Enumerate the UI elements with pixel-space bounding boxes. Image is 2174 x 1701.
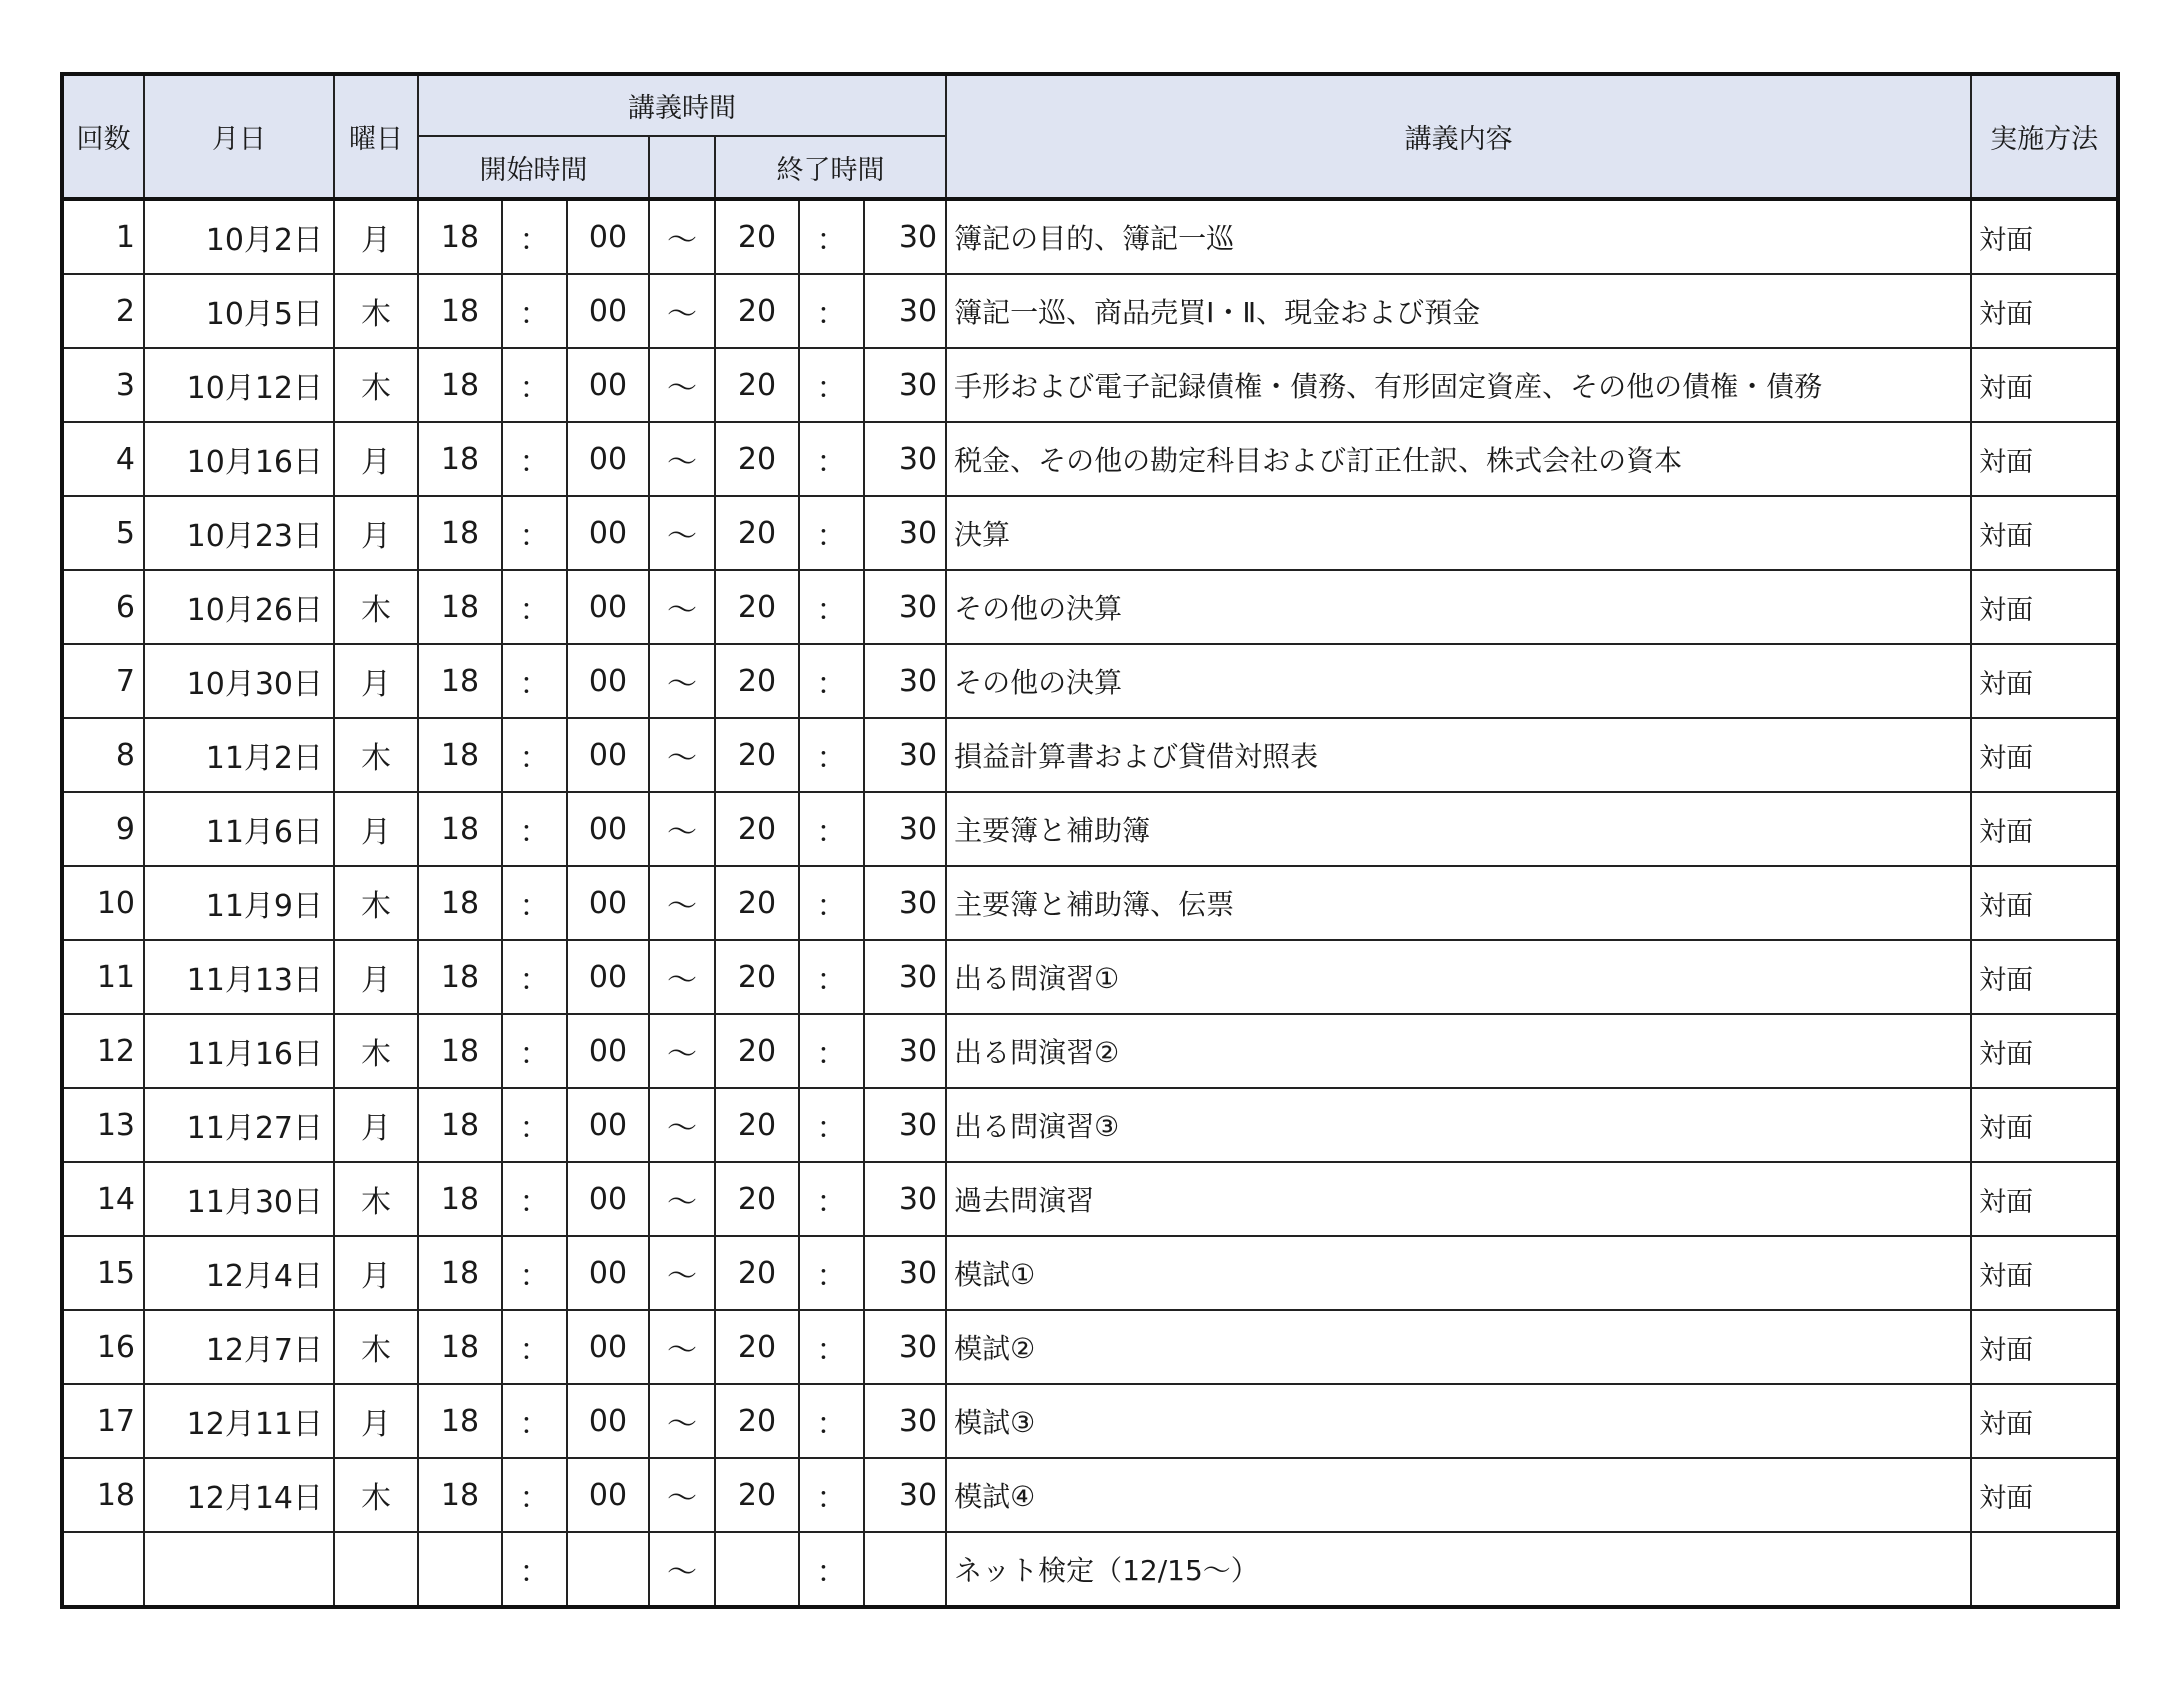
header-lecture-time: 講義時間 (418, 74, 946, 136)
cell-end-minute: 30 (864, 866, 946, 940)
cell-start-hour: 18 (418, 348, 502, 422)
cell-count: 16 (62, 1310, 144, 1384)
cell-end-hour: 20 (715, 792, 799, 866)
cell-end-minute: 30 (864, 199, 946, 274)
cell-weekday: 木 (334, 1162, 418, 1236)
table-row (62, 940, 2118, 1014)
cell-content: その他の決算 (946, 644, 1971, 718)
cell-start-minute: 00 (567, 1014, 649, 1088)
cell-method: 対面 (1971, 348, 2118, 422)
cell-start-hour: 18 (418, 866, 502, 940)
cell-method: 対面 (1971, 1014, 2118, 1088)
cell-colon: ： (502, 1236, 567, 1310)
cell-colon: ： (502, 940, 567, 1014)
cell-start-minute: 00 (567, 348, 649, 422)
cell-start-minute: 00 (567, 940, 649, 1014)
cell-count: 12 (62, 1014, 144, 1088)
cell-date: 11月13日 (144, 940, 334, 1014)
cell-end-minute: 30 (864, 1236, 946, 1310)
cell-method: 対面 (1971, 718, 2118, 792)
cell-end-minute: 30 (864, 718, 946, 792)
cell-colon: ： (502, 866, 567, 940)
cell-end-hour: 20 (715, 1162, 799, 1236)
cell-start-minute: 00 (567, 1458, 649, 1532)
cell-colon: ： (799, 1088, 864, 1162)
cell-colon: ： (799, 718, 864, 792)
cell-start-minute: 00 (567, 1310, 649, 1384)
cell-count: 2 (62, 274, 144, 348)
header-end-time: 終了時間 (715, 136, 946, 199)
cell-colon: ： (799, 1458, 864, 1532)
cell-content: 主要簿と補助簿 (946, 792, 1971, 866)
cell-end-hour: 20 (715, 570, 799, 644)
cell-colon: ： (502, 274, 567, 348)
cell-count: 4 (62, 422, 144, 496)
cell-colon: ： (502, 1384, 567, 1458)
cell-end-hour (715, 1532, 799, 1607)
cell-end-minute: 30 (864, 1088, 946, 1162)
cell-colon: ： (502, 1458, 567, 1532)
cell-start-hour: 18 (418, 644, 502, 718)
cell-colon: ： (502, 1310, 567, 1384)
cell-count: 14 (62, 1162, 144, 1236)
cell-start-minute: 00 (567, 422, 649, 496)
cell-end-hour: 20 (715, 199, 799, 274)
cell-tilde: ～ (649, 1236, 715, 1310)
cell-date: 11月6日 (144, 792, 334, 866)
cell-end-minute: 30 (864, 792, 946, 866)
lecture-schedule-table (60, 72, 2120, 1609)
table-row (62, 199, 2118, 274)
cell-method: 対面 (1971, 422, 2118, 496)
header-content: 講義内容 (946, 74, 1971, 199)
table-row (62, 1088, 2118, 1162)
cell-tilde: ～ (649, 348, 715, 422)
cell-method: 対面 (1971, 1236, 2118, 1310)
cell-start-minute: 00 (567, 570, 649, 644)
cell-method: 対面 (1971, 866, 2118, 940)
cell-weekday (334, 1532, 418, 1607)
cell-content: 手形および電子記録債権・債務、有形固定資産、その他の債権・債務 (946, 348, 1971, 422)
cell-method: 対面 (1971, 1458, 2118, 1532)
cell-colon: ： (799, 1532, 864, 1607)
cell-date: 10月23日 (144, 496, 334, 570)
cell-colon: ： (502, 1162, 567, 1236)
cell-weekday: 月 (334, 1384, 418, 1458)
cell-colon: ： (799, 644, 864, 718)
table-row (62, 1532, 2118, 1607)
cell-end-minute: 30 (864, 1384, 946, 1458)
cell-weekday: 月 (334, 496, 418, 570)
cell-content: ネット検定（12/15～） (946, 1532, 1971, 1607)
cell-end-hour: 20 (715, 718, 799, 792)
cell-content: 出る問演習② (946, 1014, 1971, 1088)
cell-date: 12月7日 (144, 1310, 334, 1384)
cell-start-hour: 18 (418, 718, 502, 792)
cell-start-minute: 00 (567, 866, 649, 940)
cell-colon: ： (799, 1384, 864, 1458)
header-start-time: 開始時間 (418, 136, 649, 199)
cell-tilde: ～ (649, 496, 715, 570)
table-row (62, 792, 2118, 866)
cell-tilde: ～ (649, 792, 715, 866)
cell-colon: ： (502, 496, 567, 570)
cell-start-minute: 00 (567, 718, 649, 792)
cell-date: 10月26日 (144, 570, 334, 644)
cell-end-hour: 20 (715, 940, 799, 1014)
cell-colon: ： (799, 496, 864, 570)
cell-date: 11月2日 (144, 718, 334, 792)
cell-colon: ： (502, 792, 567, 866)
cell-method: 対面 (1971, 1310, 2118, 1384)
cell-end-minute: 30 (864, 348, 946, 422)
table-row (62, 1310, 2118, 1384)
cell-colon: ： (502, 570, 567, 644)
cell-content: 決算 (946, 496, 1971, 570)
cell-tilde: ～ (649, 1532, 715, 1607)
cell-end-hour: 20 (715, 1458, 799, 1532)
cell-weekday: 木 (334, 348, 418, 422)
cell-start-hour: 18 (418, 422, 502, 496)
cell-end-minute: 30 (864, 644, 946, 718)
table-row (62, 644, 2118, 718)
cell-content: 損益計算書および貸借対照表 (946, 718, 1971, 792)
cell-weekday: 月 (334, 792, 418, 866)
cell-end-minute: 30 (864, 1458, 946, 1532)
table-row (62, 1236, 2118, 1310)
cell-end-hour: 20 (715, 1014, 799, 1088)
cell-weekday: 月 (334, 644, 418, 718)
cell-start-hour: 18 (418, 792, 502, 866)
cell-count (62, 1532, 144, 1607)
cell-content: 模試④ (946, 1458, 1971, 1532)
cell-weekday: 木 (334, 570, 418, 644)
header-row (62, 74, 2118, 136)
cell-method: 対面 (1971, 496, 2118, 570)
cell-tilde: ～ (649, 1088, 715, 1162)
cell-weekday: 木 (334, 866, 418, 940)
schedule-body (62, 199, 2118, 1607)
cell-start-hour: 18 (418, 1384, 502, 1458)
cell-count: 11 (62, 940, 144, 1014)
cell-method: 対面 (1971, 199, 2118, 274)
cell-content: 過去問演習 (946, 1162, 1971, 1236)
cell-end-hour: 20 (715, 496, 799, 570)
cell-count: 3 (62, 348, 144, 422)
table-row (62, 866, 2118, 940)
cell-content: 模試③ (946, 1384, 1971, 1458)
cell-date: 11月30日 (144, 1162, 334, 1236)
cell-count: 5 (62, 496, 144, 570)
cell-start-minute: 00 (567, 1384, 649, 1458)
cell-method: 対面 (1971, 940, 2118, 1014)
cell-content: 出る問演習① (946, 940, 1971, 1014)
cell-content: 税金、その他の勘定科目および訂正仕訳、株式会社の資本 (946, 422, 1971, 496)
header-spacer (649, 136, 715, 199)
cell-date: 12月14日 (144, 1458, 334, 1532)
cell-start-minute (567, 1532, 649, 1607)
cell-colon: ： (799, 1014, 864, 1088)
cell-start-minute: 00 (567, 199, 649, 274)
cell-tilde: ～ (649, 570, 715, 644)
cell-start-minute: 00 (567, 496, 649, 570)
cell-end-hour: 20 (715, 274, 799, 348)
cell-date: 10月12日 (144, 348, 334, 422)
cell-colon: ： (502, 1088, 567, 1162)
cell-count: 8 (62, 718, 144, 792)
cell-colon: ： (502, 199, 567, 274)
cell-content: 模試② (946, 1310, 1971, 1384)
cell-start-hour: 18 (418, 1162, 502, 1236)
cell-tilde: ～ (649, 1384, 715, 1458)
cell-date: 10月5日 (144, 274, 334, 348)
cell-tilde: ～ (649, 718, 715, 792)
cell-date: 10月2日 (144, 199, 334, 274)
table-row (62, 1384, 2118, 1458)
cell-end-minute: 30 (864, 274, 946, 348)
cell-end-minute: 30 (864, 496, 946, 570)
table-row (62, 274, 2118, 348)
cell-tilde: ～ (649, 422, 715, 496)
cell-colon: ： (799, 1310, 864, 1384)
cell-end-hour: 20 (715, 1088, 799, 1162)
cell-start-hour: 18 (418, 940, 502, 1014)
table-row (62, 1014, 2118, 1088)
cell-colon: ： (799, 422, 864, 496)
cell-end-minute: 30 (864, 1162, 946, 1236)
cell-weekday: 月 (334, 1088, 418, 1162)
cell-method (1971, 1532, 2118, 1607)
cell-weekday: 月 (334, 199, 418, 274)
cell-end-hour: 20 (715, 1384, 799, 1458)
table-row (62, 718, 2118, 792)
cell-weekday: 月 (334, 940, 418, 1014)
cell-count: 10 (62, 866, 144, 940)
cell-end-minute: 30 (864, 422, 946, 496)
cell-end-minute (864, 1532, 946, 1607)
cell-start-hour (418, 1532, 502, 1607)
cell-end-minute: 30 (864, 1310, 946, 1384)
table-row (62, 348, 2118, 422)
cell-start-minute: 00 (567, 1088, 649, 1162)
cell-start-hour: 18 (418, 496, 502, 570)
cell-date: 12月11日 (144, 1384, 334, 1458)
cell-colon: ： (799, 792, 864, 866)
cell-colon: ： (799, 1162, 864, 1236)
cell-colon: ： (502, 348, 567, 422)
cell-date: 11月9日 (144, 866, 334, 940)
cell-content: 主要簿と補助簿、伝票 (946, 866, 1971, 940)
cell-start-minute: 00 (567, 644, 649, 718)
cell-content: 模試① (946, 1236, 1971, 1310)
cell-count: 18 (62, 1458, 144, 1532)
cell-count: 6 (62, 570, 144, 644)
cell-colon: ： (502, 1532, 567, 1607)
cell-end-hour: 20 (715, 644, 799, 718)
cell-start-hour: 18 (418, 1236, 502, 1310)
cell-count: 1 (62, 199, 144, 274)
cell-end-hour: 20 (715, 348, 799, 422)
cell-colon: ： (502, 718, 567, 792)
cell-count: 17 (62, 1384, 144, 1458)
cell-method: 対面 (1971, 274, 2118, 348)
cell-count: 9 (62, 792, 144, 866)
cell-start-hour: 18 (418, 199, 502, 274)
cell-tilde: ～ (649, 1458, 715, 1532)
cell-end-hour: 20 (715, 422, 799, 496)
cell-end-minute: 30 (864, 1014, 946, 1088)
header-method: 実施方法 (1971, 74, 2118, 199)
cell-method: 対面 (1971, 570, 2118, 644)
cell-colon: ： (799, 199, 864, 274)
cell-weekday: 木 (334, 1014, 418, 1088)
cell-colon: ： (799, 348, 864, 422)
cell-end-minute: 30 (864, 940, 946, 1014)
cell-colon: ： (799, 866, 864, 940)
cell-date: 11月16日 (144, 1014, 334, 1088)
cell-content: 出る問演習③ (946, 1088, 1971, 1162)
header-date: 月日 (144, 74, 334, 199)
cell-date: 12月4日 (144, 1236, 334, 1310)
cell-end-hour: 20 (715, 866, 799, 940)
cell-weekday: 木 (334, 274, 418, 348)
table-row (62, 422, 2118, 496)
cell-tilde: ～ (649, 866, 715, 940)
cell-date (144, 1532, 334, 1607)
cell-method: 対面 (1971, 1384, 2118, 1458)
cell-weekday: 木 (334, 1458, 418, 1532)
cell-count: 15 (62, 1236, 144, 1310)
cell-tilde: ～ (649, 199, 715, 274)
cell-method: 対面 (1971, 644, 2118, 718)
cell-start-hour: 18 (418, 1088, 502, 1162)
cell-colon: ： (799, 940, 864, 1014)
cell-tilde: ～ (649, 1162, 715, 1236)
cell-start-minute: 00 (567, 1162, 649, 1236)
cell-colon: ： (502, 644, 567, 718)
cell-content: 簿記一巡、商品売買Ⅰ・Ⅱ、現金および預金 (946, 274, 1971, 348)
table-row (62, 1162, 2118, 1236)
cell-method: 対面 (1971, 1088, 2118, 1162)
cell-start-hour: 18 (418, 1310, 502, 1384)
cell-count: 7 (62, 644, 144, 718)
header-count: 回数 (62, 74, 144, 199)
cell-colon: ： (502, 1014, 567, 1088)
cell-colon: ： (799, 274, 864, 348)
cell-date: 11月27日 (144, 1088, 334, 1162)
cell-method: 対面 (1971, 792, 2118, 866)
table-row (62, 496, 2118, 570)
cell-start-hour: 18 (418, 1458, 502, 1532)
cell-date: 10月30日 (144, 644, 334, 718)
cell-content: 簿記の目的、簿記一巡 (946, 199, 1971, 274)
cell-date: 10月16日 (144, 422, 334, 496)
cell-count: 13 (62, 1088, 144, 1162)
cell-colon: ： (799, 570, 864, 644)
cell-start-minute: 00 (567, 274, 649, 348)
cell-content: その他の決算 (946, 570, 1971, 644)
cell-start-hour: 18 (418, 570, 502, 644)
cell-colon: ： (799, 1236, 864, 1310)
cell-weekday: 月 (334, 1236, 418, 1310)
cell-start-hour: 18 (418, 1014, 502, 1088)
table-row (62, 570, 2118, 644)
cell-tilde: ～ (649, 940, 715, 1014)
cell-end-hour: 20 (715, 1236, 799, 1310)
cell-start-hour: 18 (418, 274, 502, 348)
cell-weekday: 木 (334, 1310, 418, 1384)
cell-colon: ： (502, 422, 567, 496)
cell-tilde: ～ (649, 1014, 715, 1088)
header-weekday: 曜日 (334, 74, 418, 199)
cell-method: 対面 (1971, 1162, 2118, 1236)
cell-tilde: ～ (649, 644, 715, 718)
table-row (62, 1458, 2118, 1532)
cell-tilde: ～ (649, 274, 715, 348)
cell-end-minute: 30 (864, 570, 946, 644)
cell-start-minute: 00 (567, 1236, 649, 1310)
cell-end-hour: 20 (715, 1310, 799, 1384)
cell-start-minute: 00 (567, 792, 649, 866)
cell-tilde: ～ (649, 1310, 715, 1384)
cell-weekday: 月 (334, 422, 418, 496)
cell-weekday: 木 (334, 718, 418, 792)
